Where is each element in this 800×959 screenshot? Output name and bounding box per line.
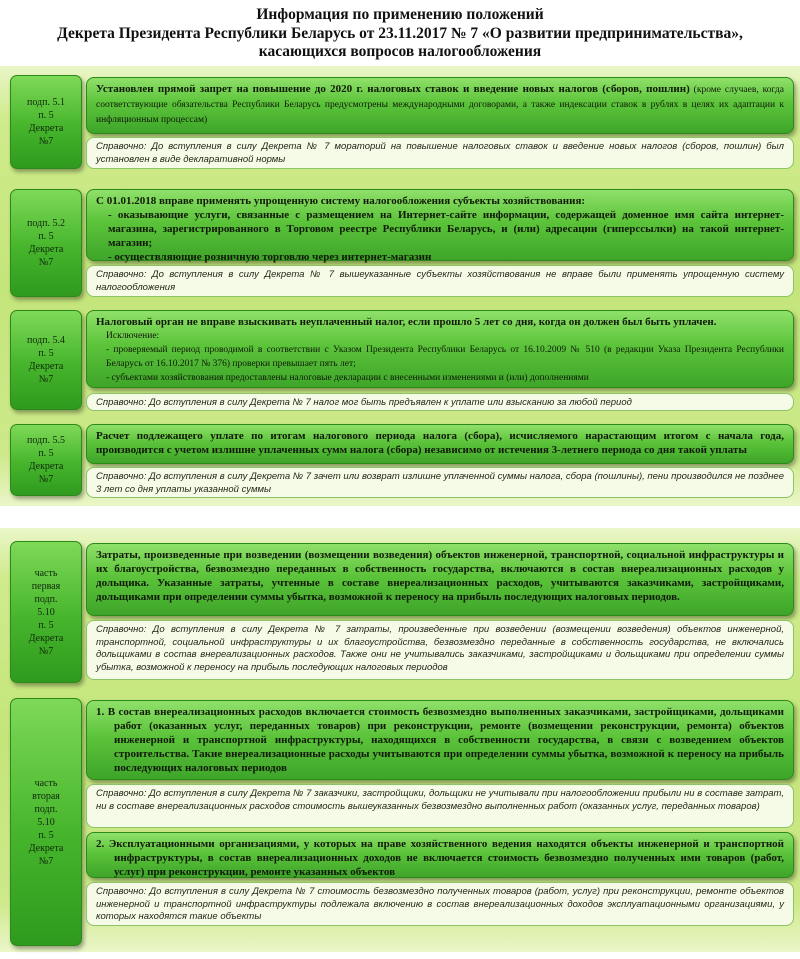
label-line: п. 5 — [38, 348, 54, 359]
label-line: часть — [34, 567, 58, 579]
label-line: Декрета — [28, 842, 64, 854]
section-note-5-1: Справочно: До вступления в силу Декрета № 7 мораторий на повышение налоговых ставок и введение новых налогов (сборов, пошлин) был установлен в виде декларативной нормы — [86, 137, 794, 169]
label-line: №7 — [38, 257, 54, 268]
exception-title: Исключение: — [106, 331, 160, 341]
section-main-5-4 — [86, 310, 794, 388]
label-line: 5.10 — [37, 816, 55, 828]
label-line: подп. — [34, 593, 58, 605]
numbered-item: 1. В состав внереализационных расходов включается стоимость безвозмездно выполненных заказчиками, застройщиками, дольщиками работ (оказанных услуг, переданных товаров) при реконструкции, ремонте (возмещении реконструкции, ремонта) объектов инженерной и транспортной инфраструктуры, находящихся в собственности государства, в связи с возведением объектов строительства. Такие внереализационные расходы учитываются при определении суммы убытка, возможной к переносу на прибыль последующих налоговых периодов — [96, 706, 784, 774]
label-line: подп. — [34, 803, 58, 815]
section-main-5-2 — [86, 189, 794, 261]
label-line: подп. 5.4 — [26, 335, 65, 346]
section-note-5-4: Справочно: До вступления в силу Декрета № 7 налог мог быть предъявлен к уплате или взысканию за любой период — [86, 393, 794, 411]
section-label-5-4 — [10, 310, 82, 410]
section-label-5-2 — [10, 189, 82, 297]
label-line: п. 5 — [38, 448, 54, 459]
label-line: подп. 5.5 — [26, 435, 65, 446]
section-main-5-10-item-1 — [86, 700, 794, 780]
exception-item: - проверяемый период проводимой в соответствии с Указом Президента Республики Беларусь от 16.10.2009 № 510 (в редакции Указа Президента Республики Беларусь от 16.10.2017 № 376) проверки превышает пять лет; — [106, 345, 784, 369]
section-note-5-10-part-1: Справочно: До вступления в силу Декрета № 7 затраты, произведенные при возведении (возмещении возведения) объектов инженерной, транспортной, социальной инфраструктуры и их благоустройства, безвозмездно переданные в собственность государства, не включались дольщиками в состав внереализационных расходов. Также они не учитывались заказчиками, застройщиками и дольщиками при определении суммы убытка, возможной к переносу на прибыль последующих налоговых периодов — [86, 620, 794, 680]
label-line: вторая — [32, 790, 60, 802]
label-line: Декрета — [28, 361, 64, 372]
label-line: Декрета — [28, 123, 64, 134]
label-line: п. 5 — [38, 110, 54, 121]
title-line-2: Декрета Президента Республики Беларусь от 23.11.2017 № 7 «О развитии предпринимательства», — [57, 24, 743, 42]
section-label-5-5 — [10, 424, 82, 496]
main-bold-text: Налоговый орган не вправе взыскивать неуплаченный налог, если прошло 5 лет со дня, когда он должен был быть уплачен. — [96, 316, 717, 328]
label-line: подп. 5.2 — [26, 218, 65, 229]
section-main-5-5 — [86, 424, 794, 464]
title-line-3: касающихся вопросов налогообложения — [258, 43, 542, 60]
page-title — [0, 6, 800, 62]
section-label-5-10-part-1 — [10, 541, 82, 683]
title-line-1: Информация по применению положений — [256, 6, 544, 23]
label-line: №7 — [38, 136, 54, 147]
main-bold-text: С 01.01.2018 вправе применять упрощенную систему налогообложения субъекты хозяйствования: — [96, 195, 586, 207]
section-main-5-10-part-1 — [86, 543, 794, 616]
main-normal-text: (кроме случаев, когда соответствующие обязательства Республики Беларусь предусмотрены международными договорами, а также индексации ставок в рублях в целях их адаптации к инфляционным процессам) — [96, 85, 784, 125]
section-note-5-10-item-2: Справочно: До вступления в силу Декрета № 7 стоимость безвозмездно полученных товаров (работ, услуг) при реконструкции, ремонте объектов инженерной и транспортной инфраструктуры подлежала включению в состав внереализационных доходов эксплуатационными организациями, у которых находятся такие объекты — [86, 882, 794, 926]
label-line: №7 — [38, 474, 54, 485]
bullet-item: - осуществляющие розничную торговлю через интернет-магазин — [108, 251, 432, 263]
bullet-item: - оказывающие услуги, связанные с размещением на Интернет-сайте информации, содержащей доменное имя сайта интернет-магазина, зарегистрированного в Торговом реестре Республики Беларусь, и (или) адресации (гиперссылки) на такой интернет-магазин; — [108, 209, 784, 249]
label-line: 5.10 — [37, 606, 55, 618]
label-line: подп. 5.1 — [26, 97, 65, 108]
section-note-5-2: Справочно: До вступления в силу Декрета № 7 вышеуказанные субъекты хозяйствования не вправе были применять упрощенную систему налогообложения — [86, 265, 794, 297]
section-label-5-1 — [10, 75, 82, 169]
label-line: №7 — [38, 855, 54, 867]
main-bold-text: Расчет подлежащего уплате по итогам налогового периода налога (сбора), исчисляемого нарастающим итогом с начала года, производится с учетом излишне уплаченных сумм налога (сбора) независимо от истечения 3-летнего периода со дня такой уплаты — [96, 430, 784, 456]
section-note-5-5: Справочно: До вступления в силу Декрета № 7 зачет или возврат излишне уплаченной суммы налога, сбора (пошлины), пени производился не позднее 3 лет со дня уплаты указанной суммы — [86, 467, 794, 498]
section-main-5-10-item-2 — [86, 832, 794, 878]
exception-item: - субъектами хозяйствования предоставлены налоговые декларации с внесенными изменениями и (или) дополнениями — [106, 373, 589, 383]
numbered-item: 2. Эксплуатационными организациями, у которых на праве хозяйственного ведения находятся объекты инженерной и транспортной инфраструктуры, в состав внереализационных доходов не включается стоимость безвозмездно полученных ими товаров (работ, услуг) при реконструкции, ремонте указанных объектов — [96, 838, 784, 878]
label-line: п. 5 — [38, 619, 54, 631]
label-line: №7 — [38, 645, 54, 657]
main-bold-text: Затраты, произведенные при возведении (возмещении возведения) объектов инженерной, транспортной, социальной инфраструктуры и их благоустройства, безвозмездно переданных в собственность государства, включаются в состав внереализационных расходов у дольщика. Указанные затраты, учтенные в составе внереализационных расходов, учитываются заказчиками, застройщиками, дольщиками при определении суммы убытка, возможной к переносу на прибыль последующих налоговых периодов. — [96, 549, 784, 603]
label-line: Декрета — [28, 461, 64, 472]
label-line: №7 — [38, 374, 54, 385]
label-line: Декрета — [28, 244, 64, 255]
section-main-5-1 — [86, 77, 794, 134]
label-line: п. 5 — [38, 231, 54, 242]
label-line: Декрета — [28, 632, 64, 644]
section-label-5-10-part-2 — [10, 698, 82, 946]
main-bold-text: Установлен прямой запрет на повышение до 2020 г. налоговых ставок и введение новых налогов (сборов, пошлин) — [96, 83, 690, 95]
section-note-5-10-item-1: Справочно: До вступления в силу Декрета № 7 заказчики, застройщики, дольщики не учитывали при налогообложении прибыли ни в составе затрат, ни в составе внереализационных расходов стоимость вышеуказанных безвозмездно выполненных работ (оказанных услуг, переданных товаров) — [86, 784, 794, 828]
label-line: первая — [31, 580, 61, 592]
label-line: часть — [34, 777, 58, 789]
label-line: п. 5 — [38, 829, 54, 841]
